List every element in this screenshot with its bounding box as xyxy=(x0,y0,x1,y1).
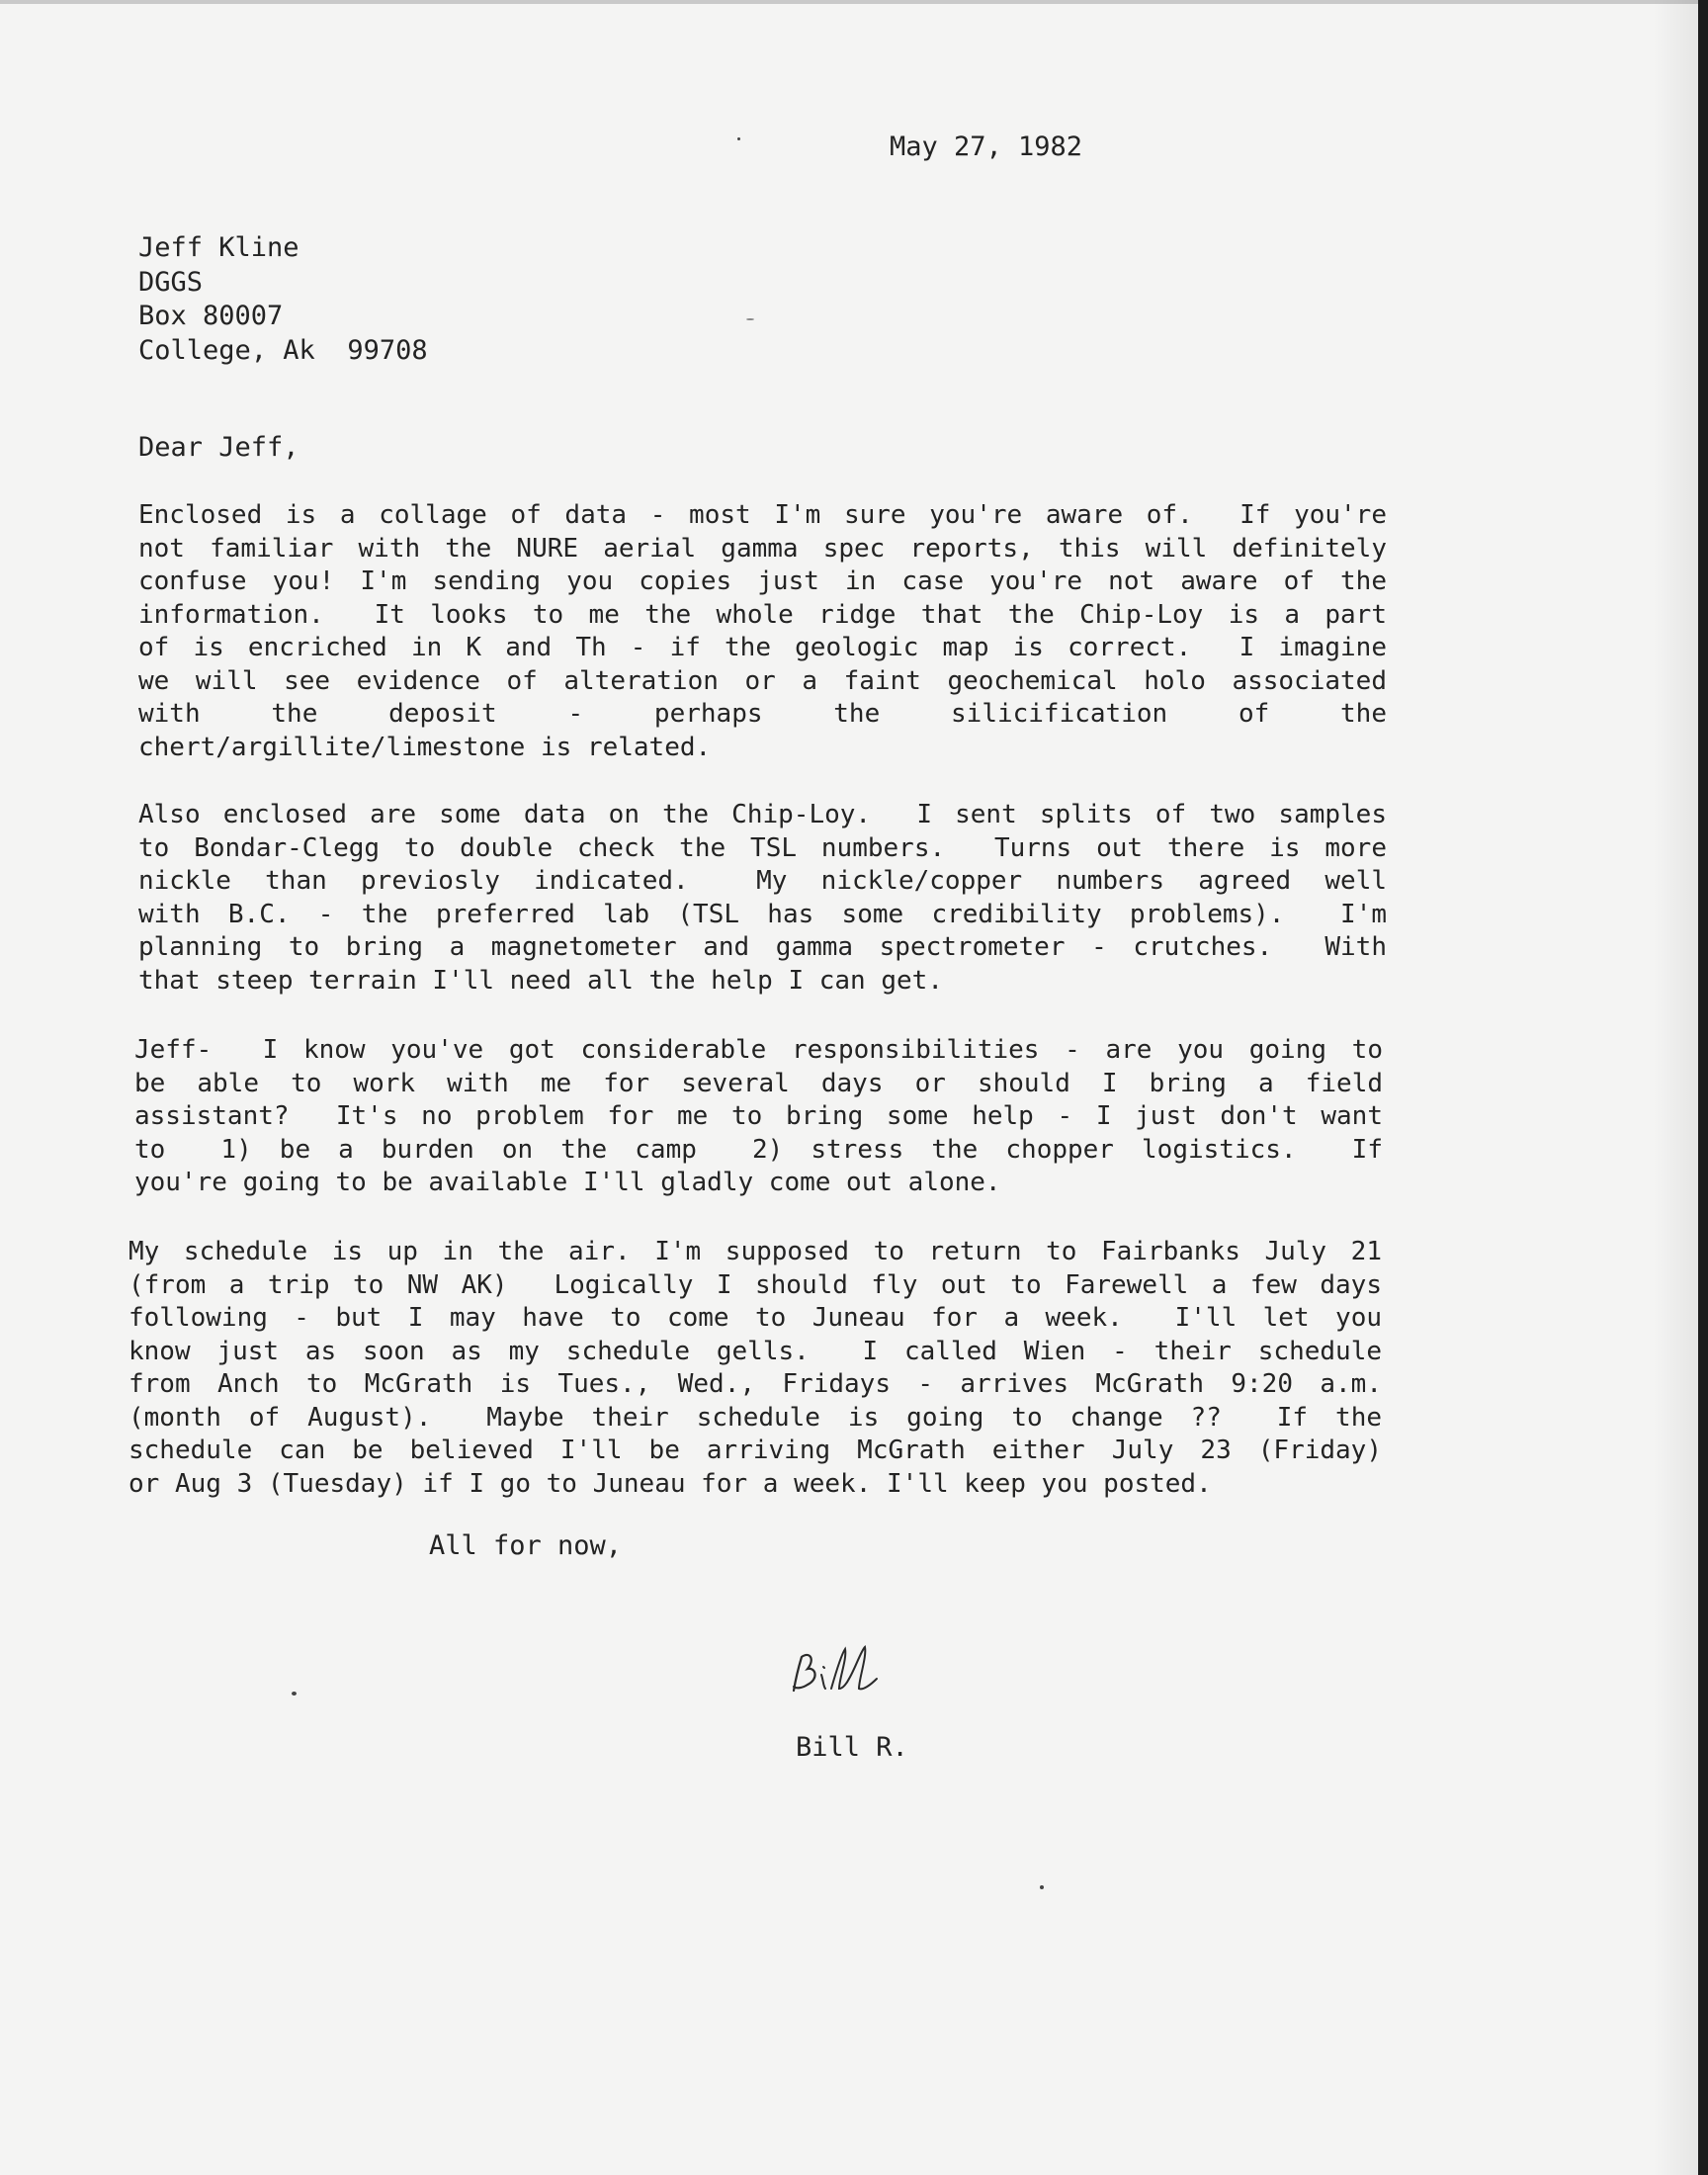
paragraph-line: not familiar with the NURE aerial gamma spec reports, this will definitely xyxy=(138,533,1387,564)
salutation: Dear Jeff, xyxy=(138,432,299,463)
paragraph-line: (from a trip to NW AK) Logically I should fly out to Farewell a few days xyxy=(128,1269,1382,1300)
handwritten-signature xyxy=(786,1639,885,1708)
recipient-city: College, Ak 99708 xyxy=(138,334,428,366)
paragraph-line: information. It looks to me the whole ridge that the Chip-Loy is a part xyxy=(138,599,1387,630)
recipient-organization: DGGS xyxy=(138,266,204,298)
closing: All for now, xyxy=(429,1530,623,1561)
paragraph-line: of is encriched in K and Th - if the geologic map is correct. I imagine xyxy=(138,633,1387,662)
recipient-address xyxy=(138,231,428,368)
paragraph-line: with the deposit - perhaps the silicification of the xyxy=(138,699,1387,729)
scan-top-edge xyxy=(0,0,1708,4)
scan-speck xyxy=(292,1692,297,1696)
paragraph-line: Also enclosed are some data on the Chip-Loy. I sent splits of two samples xyxy=(138,800,1387,829)
paragraph-line: Enclosed is a collage of data - most I'm sure you're aware of. If you're xyxy=(138,500,1387,530)
paragraph-schedule xyxy=(128,1236,1382,1501)
paragraph-chip-loy-data xyxy=(138,799,1387,998)
paragraph-line: My schedule is up in the air. I'm supposed to return to Fairbanks July 21 xyxy=(128,1237,1382,1266)
paragraph-line: nickle than previosly indicated. My nickle/copper numbers agreed well xyxy=(138,866,1387,896)
recipient-name: Jeff Kline xyxy=(138,232,299,263)
page-shadow xyxy=(1653,0,1698,2175)
paragraph-line: to 1) be a burden on the camp 2) stress the chopper logistics. If xyxy=(134,1134,1383,1165)
scan-speck xyxy=(746,318,754,320)
paragraph-line: know just as soon as my schedule gells. I called Wien - their schedule xyxy=(128,1336,1382,1366)
paragraph-field-assistant xyxy=(134,1034,1383,1200)
paragraph-line: with B.C. - the preferred lab (TSL has some credibility problems). I'm xyxy=(138,899,1387,929)
letter-date: May 27, 1982 xyxy=(890,131,1083,162)
paragraph-line: confuse you! I'm sending you copies just in case you're not aware of the xyxy=(138,566,1387,596)
paragraph-line: be able to work with me for several days or should I bring a field xyxy=(134,1068,1383,1098)
paragraph-line: to Bondar-Clegg to double check the TSL numbers. Turns out there is more xyxy=(138,832,1387,863)
paragraph-line: that steep terrain I'll need all the help I can get. xyxy=(138,965,943,996)
recipient-box: Box 80007 xyxy=(138,301,284,331)
paragraph-line: (month of August). Maybe their schedule is going to change ?? If the xyxy=(128,1402,1382,1433)
paragraph-line: we will see evidence of alteration or a faint geochemical holo associated xyxy=(138,665,1387,696)
paragraph-line: Jeff- I know you've got considerable responsibilities - are you going to xyxy=(134,1035,1383,1065)
paragraph-line: following - but I may have to come to Juneau for a week. I'll let you xyxy=(128,1303,1382,1333)
paragraph-line: you're going to be available I'll gladly come out alone. xyxy=(134,1168,1001,1197)
paragraph-line: schedule can be believed I'll be arriving McGrath either July 23 (Friday) xyxy=(128,1436,1382,1465)
paragraph-line: planning to bring a magnetometer and gamma spectrometer - crutches. With xyxy=(138,932,1387,962)
paragraph-line: or Aug 3 (Tuesday) if I go to Juneau for a week. I'll keep you posted. xyxy=(128,1468,1212,1499)
paragraph-line: assistant? It's no problem for me to bring some help - I just don't want xyxy=(134,1101,1383,1131)
paragraph-line: from Anch to McGrath is Tues., Wed., Fridays - arrives McGrath 9:20 a.m. xyxy=(128,1369,1382,1399)
scan-speck xyxy=(737,137,740,140)
paragraph-enclosed-data xyxy=(138,499,1387,764)
signed-name: Bill R. xyxy=(796,1732,908,1763)
scan-right-edge xyxy=(1698,0,1708,2175)
scan-speck xyxy=(1040,1885,1044,1889)
paragraph-line: chert/argillite/limestone is related. xyxy=(138,732,712,762)
